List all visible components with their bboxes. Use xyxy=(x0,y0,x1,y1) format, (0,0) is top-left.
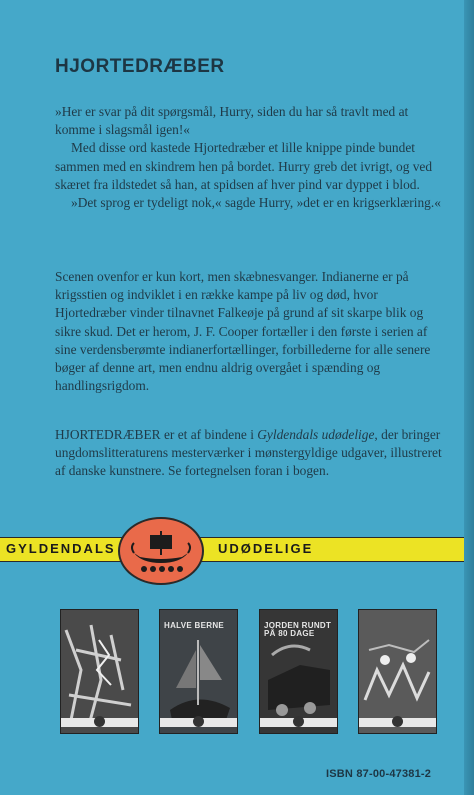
book-thumbnail xyxy=(358,609,437,734)
isbn-number: ISBN 87-00-47381-2 xyxy=(326,768,432,780)
thumbnail-title: JORDEN RUNDT PÅ 80 DAGE xyxy=(264,621,332,638)
quote-excerpt xyxy=(55,103,450,212)
summary-text: Scenen ovenfor er kun kort, men skæbnesvanger. Indianerne er på krigsstien og indviklet i en række kampe på liv og død, hvor Hjortedræber vinder tilnavnet Falkeøje på grund af sit skarpe blik og sikre skud. Det er herom, J. F. Cooper fortæller i den første i serien af sine verdensberømte indianerfortællinger, forbillederne for alle senere bøger af denne art, men endnu aldrig overgået i spænding og handlingsrigdom. xyxy=(55,269,431,394)
quote-paragraph: »Det sprog er tydeligt nok,« sagde Hurry, »det er en krigserklæring.« xyxy=(71,195,441,211)
quote-paragraph: Med disse ord kastede Hjortedræber et lille knippe pinde bundet sammen med en skindrem hen på bordet. Hurry greb det ivrigt, og ved skæret fra ildstedet så han, at spidsen af hver pind var dyppet i blod. xyxy=(55,140,433,192)
horsemen-illustration-icon xyxy=(359,610,436,733)
book-thumbnail xyxy=(159,609,238,734)
viking-ship-icon xyxy=(118,517,204,585)
thumbnail-strip xyxy=(359,718,436,727)
series-note-before: er et af bindene i xyxy=(160,427,258,442)
series-band-left: GYLDENDALS xyxy=(6,541,116,556)
series-band xyxy=(0,537,464,562)
thumbnail-title: HALVE BERNE xyxy=(164,621,225,630)
series-note-title: HJORTEDRÆBER xyxy=(55,427,161,442)
book-thumbnail xyxy=(259,609,338,734)
thumbnail-strip xyxy=(260,718,337,727)
summary-paragraph xyxy=(55,268,450,395)
series-note-after: , der bringer ungdomslitteraturens mesterværker i mønstergyldige udgaver, illustreret af danske kunstnere. Se fortegnelsen foran i bogen. xyxy=(55,427,442,479)
thumbnail-strip xyxy=(160,718,237,727)
spine-edge xyxy=(464,0,474,795)
battle-illustration-icon xyxy=(61,610,138,733)
series-name: Gyldendals udødelige xyxy=(257,427,375,442)
series-note xyxy=(55,426,450,481)
book-title: HJORTEDRÆBER xyxy=(55,56,225,77)
book-thumbnail xyxy=(60,609,139,734)
quote-paragraph: »Her er svar på dit spørgsmål, Hurry, siden du har så travlt med at komme i slagsmål igen!« xyxy=(55,104,409,138)
series-band-right: UDØDELIGE xyxy=(218,541,314,556)
thumbnail-strip xyxy=(61,718,138,727)
